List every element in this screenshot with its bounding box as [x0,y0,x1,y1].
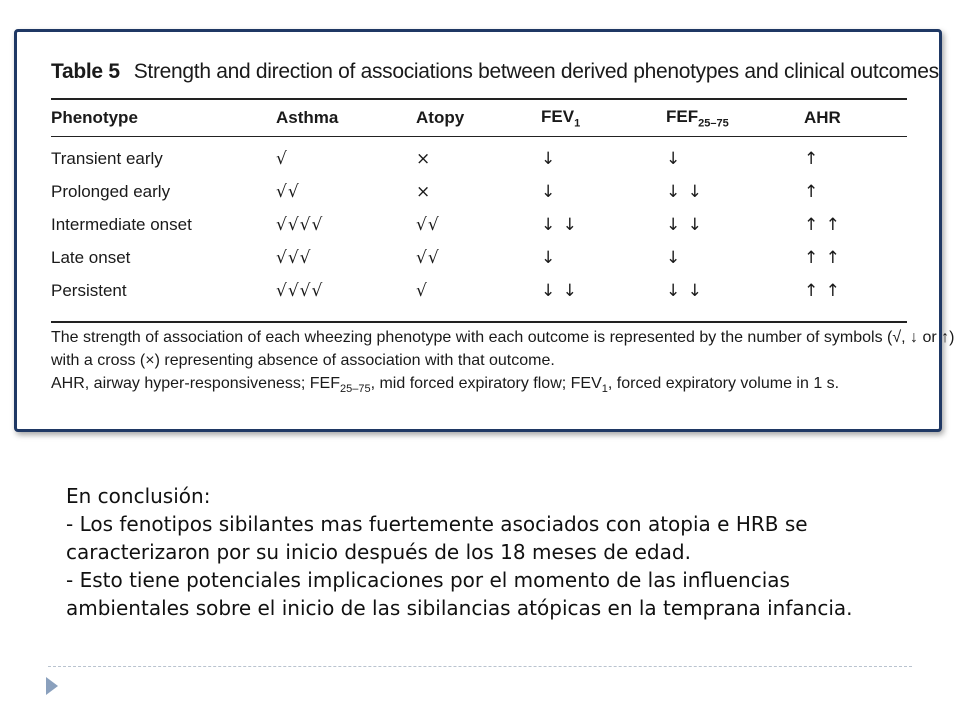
triangle-bullet-icon [46,677,58,695]
cell-phenotype: Intermediate onset [51,214,192,234]
footnote-line: The strength of association of each wheezing phenotype with each outcome is represented by the number of symbols (√, ↓ or ↑) [51,329,955,346]
cell-phenotype: Prolonged early [51,181,171,201]
cell-fef: ↓ ↓ [666,280,703,301]
table-row [51,175,907,208]
cell-asthma: √√ [276,181,300,202]
cell-phenotype: Transient early [51,148,163,168]
header-fef-label: FEF [666,106,699,126]
cell-asthma: √√√√ [276,280,324,301]
cell-fef: ↓ [666,148,682,169]
conclusion-line: caracterizaron por su inicio después de los 18 meses de edad. [66,540,691,564]
table-row [51,136,907,175]
table-row [51,208,907,241]
cell-atopy: √√ [416,247,440,268]
table-bottom-rule [51,321,907,323]
cell-asthma: √√√ [276,247,312,268]
slide-divider [48,666,912,667]
cell-atopy: √√ [416,214,440,235]
footnote-line: with a cross (×) representing absence of association with that outcome. [51,352,555,369]
table-title: Strength and direction of associations between derived phenotypes and clinical outcomes [133,60,939,83]
cell-atopy: × [416,148,432,169]
footnote-sub: 25–75 [339,383,371,396]
header-fef [666,100,804,136]
cell-phenotype: Persistent [51,280,127,300]
phenotype-table [51,100,907,307]
header-fev-sub: 1 [574,117,581,130]
table-image-frame [14,29,955,432]
cell-fev: ↓ [541,247,557,268]
header-fev-label: FEV [541,106,575,126]
cell-ahr: ↑ ↑ [804,280,841,301]
table-row [51,274,907,307]
header-fev [541,100,666,136]
conclusion-text [66,482,936,622]
header-fef-sub: 25–75 [698,117,729,130]
cell-fev: ↓ ↓ [541,280,578,301]
table-caption [51,60,939,84]
cell-ahr: ↑ [804,181,820,202]
cell-fev: ↓ ↓ [541,214,578,235]
cell-fev: ↓ [541,148,557,169]
footnote-abbreviations [51,372,921,401]
header-phenotype: Phenotype [51,108,138,127]
cell-fef: ↓ ↓ [666,214,703,235]
header-atopy: Atopy [416,108,465,127]
cell-ahr: ↑ ↑ [804,214,841,235]
cell-phenotype: Late onset [51,247,131,267]
cell-fef: ↓ ↓ [666,181,703,202]
conclusion-line: ambientales sobre el inicio de las sibilancias atópicas en la temprana infancia. [66,596,853,620]
footnote-part: AHR, airway hyper-responsiveness; FEF [51,375,340,392]
header-asthma: Asthma [276,108,339,127]
cell-asthma: √√√√ [276,214,324,235]
cell-atopy: × [416,181,432,202]
table-header-row [51,100,907,136]
conclusion-line: - Esto tiene potenciales implicaciones por el momento de las influencias [66,568,790,592]
table-row [51,241,907,274]
conclusion-heading: En conclusión: [66,484,211,508]
cell-atopy: √ [416,280,428,301]
footnote-part: , mid forced expiratory flow; FEV [370,375,602,392]
cell-asthma: √ [276,148,288,169]
table-label: Table 5 [51,60,120,83]
header-ahr: AHR [804,108,841,127]
cell-fef: ↓ [666,247,682,268]
table-footnotes [51,326,955,401]
cell-ahr: ↑ [804,148,820,169]
cell-fev: ↓ [541,181,557,202]
footnote-sub: 1 [601,383,608,396]
conclusion-line: - Los fenotipos sibilantes mas fuertemente asociados con atopia e HRB se [66,512,808,536]
footnote-part: , forced expiratory volume in 1 s. [607,375,840,392]
cell-ahr: ↑ ↑ [804,247,841,268]
